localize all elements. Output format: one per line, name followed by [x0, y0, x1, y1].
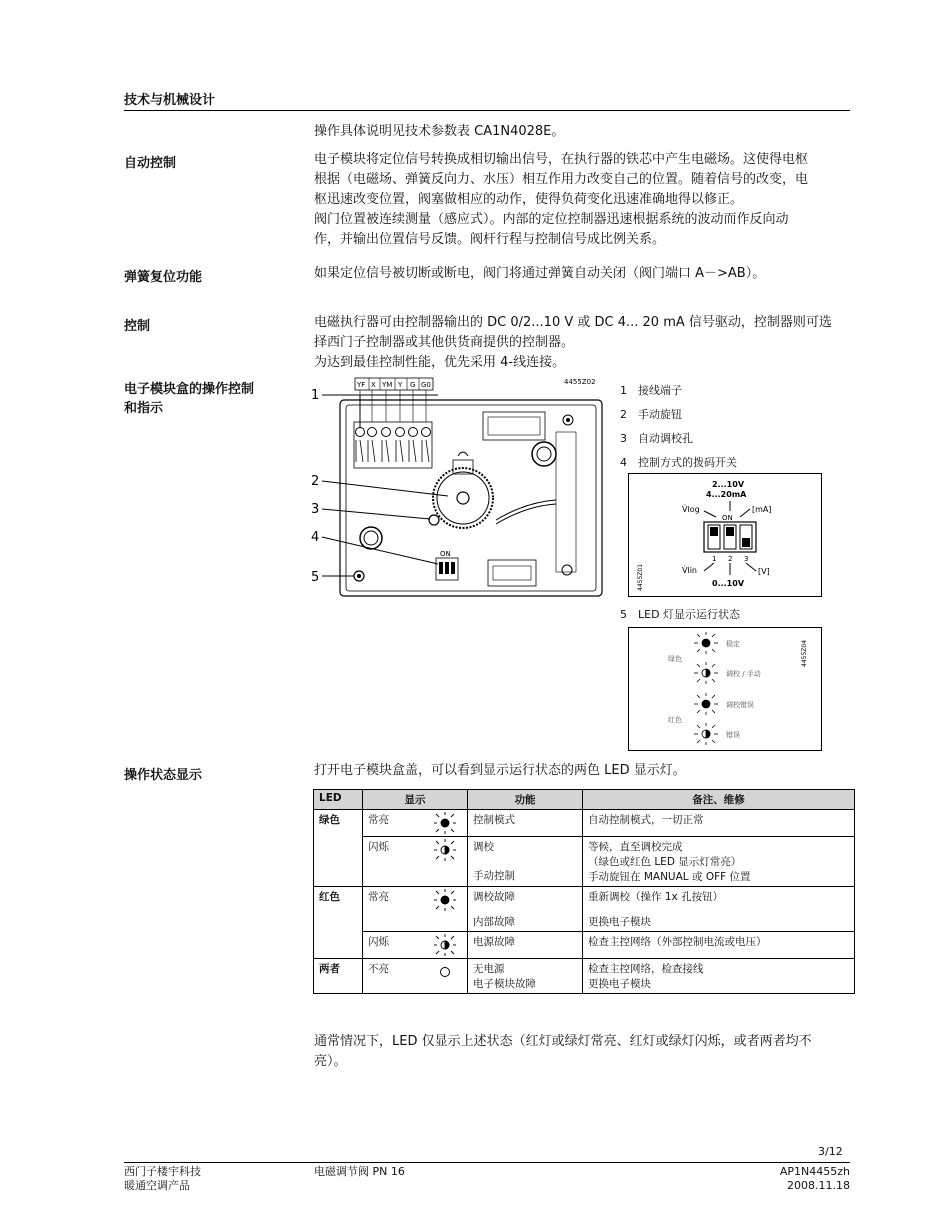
svg-text:调校 / 手动: 调校 / 手动 — [726, 670, 761, 678]
svg-text:[V]: [V] — [758, 567, 770, 576]
svg-text:3: 3 — [744, 555, 749, 563]
section-title-spring-return: 弹簧复位功能 — [124, 270, 203, 285]
led-status-diagram — [628, 627, 822, 751]
svg-text:V̇log: V̇log — [682, 505, 700, 514]
legend-item-1: 1 接线端子 — [620, 384, 682, 397]
table-row: 闪烁 调校 手动控制 等候，直至调校完成 （绿色或红色 LED 显示灯常亮） 手动旋钮在 MANUAL 或 OFF 位置 — [314, 837, 855, 887]
diagram-code: 4455Z02 — [564, 378, 596, 386]
svg-text:绿色: 绿色 — [668, 655, 682, 663]
table-row: 闪烁 电源故障 检查主控网络（外部控制电流或电压） — [314, 932, 855, 959]
svg-text:[mA]: [mA] — [752, 505, 772, 514]
footer-rule — [124, 1162, 850, 1163]
led-status-table — [313, 789, 855, 994]
dip-switch-diagram — [628, 473, 822, 597]
footer-doc-info: AP1N4455zh 2008.11.18 — [779, 1165, 850, 1192]
svg-text:5: 5 — [311, 570, 320, 585]
svg-text:V̇lin: V̇lin — [682, 566, 697, 575]
closing-text: 通常情况下，LED 仅显示上述状态（红灯或绿灯常亮、红灯或绿灯闪烁，或者两者均不 亮）。 — [314, 1034, 812, 1069]
terminal-labels — [355, 378, 433, 390]
led-blink-icon — [432, 839, 458, 861]
section-title-status: 操作状态显示 — [124, 768, 203, 783]
svg-text:调校错误: 调校错误 — [726, 701, 754, 709]
legend-item-3: 3 自动调校孔 — [620, 432, 693, 445]
svg-text:ON: ON — [722, 514, 733, 522]
led-blink-icon — [432, 934, 458, 956]
page-header-title: 技术与机械设计 — [124, 93, 216, 108]
svg-text:2...10V: 2...10V — [712, 480, 745, 489]
header-rule — [124, 110, 850, 111]
diagram-callouts — [311, 388, 448, 585]
svg-text:G: G — [410, 381, 416, 389]
module-diagram — [308, 374, 608, 604]
svg-text:YF: YF — [357, 381, 366, 389]
svg-text:红色: 红色 — [668, 716, 682, 724]
led-steady-icon — [432, 812, 458, 834]
svg-text:G0: G0 — [421, 381, 431, 389]
svg-text:4455Z01: 4455Z01 — [637, 563, 644, 591]
terminal-block — [354, 422, 432, 468]
page-number: 3/12 — [818, 1145, 843, 1158]
intro-text: 操作具体说明见技术参数表 CA1N4028E。 — [314, 124, 565, 139]
section-title-module: 电子模块盒的操作控制 和指示 — [124, 382, 255, 416]
svg-text:X: X — [371, 381, 376, 389]
legend-item-2: 2 手动旋钮 — [620, 408, 682, 421]
dip-switch — [436, 550, 458, 580]
table-header-row: LED 显示 功能 备注、维修 — [314, 790, 855, 810]
svg-text:1: 1 — [712, 555, 717, 563]
svg-text:4...20mA: 4...20mA — [706, 490, 747, 499]
section-title-auto-control: 自动控制 — [124, 156, 177, 171]
footer-company: 西门子楼宇科技 暖通空调产品 — [124, 1165, 201, 1192]
svg-text:3: 3 — [311, 502, 320, 517]
svg-text:4455Z04: 4455Z04 — [801, 639, 808, 667]
svg-text:0...10V: 0...10V — [712, 579, 745, 588]
svg-text:1: 1 — [311, 388, 320, 403]
status-intro: 打开电子模块盒盖，可以看到显示运行状态的两色 LED 显示灯。 — [314, 763, 686, 778]
svg-text:Y: Y — [398, 381, 403, 389]
svg-text:错误: 错误 — [726, 731, 740, 739]
table-row: 两者 不亮 无电源 电子模块故障 检查主控网络，检查接线 更换电子模块 — [314, 959, 855, 994]
svg-text:2: 2 — [728, 555, 733, 563]
table-row: 红色 常亮 调校故障 内部故障 重新调校（操作 1x 孔按钮） 更换电子模块 — [314, 887, 855, 932]
svg-text:稳定: 稳定 — [726, 640, 740, 648]
section-body-auto-control: 电子模块将定位信号转换成相切输出信号，在执行器的铁芯中产生电磁场。这使得电枢 根据（电磁场、弹簧反向力、水压）相互作用力改变自己的位置。随着信号的改变，电 枢迅速改变位置，阀塞做相应的动作，使得负荷变化迅速准确地得以修正。 阀门位置被连续测量（感应式）。内部的定位控制器迅速根据系统的波动而作反向动 作，并输出位置信号反馈。阀杆行程与控制信号成比例关系。 — [314, 152, 809, 247]
svg-text:4: 4 — [311, 530, 320, 545]
legend-item-5: 5 LED 灯显示运行状态 — [620, 608, 741, 621]
section-title-control: 控制 — [124, 319, 151, 334]
svg-text:2: 2 — [311, 474, 320, 489]
manual-knob — [433, 452, 493, 528]
svg-text:YM: YM — [382, 381, 393, 389]
led-steady-icon — [432, 889, 458, 911]
section-body-control: 电磁执行器可由控制器输出的 DC 0/2...10 V 或 DC 4... 20 mA 信号驱动，控制器则可选 择西门子控制器或其他供货商提供的控制器。 为达到最佳控制性能，优先采用 4-线连接。 — [314, 315, 832, 370]
svg-text:ON: ON — [440, 550, 451, 558]
led-off-icon — [432, 961, 458, 983]
legend-item-4: 4 控制方式的拨码开关 — [620, 456, 737, 469]
footer-product: 电磁调节阀 PN 16 — [314, 1165, 405, 1178]
table-row: 绿色 常亮 控制模式 自动控制模式，一切正常 — [314, 810, 855, 837]
section-body-spring-return: 如果定位信号被切断或断电，阀门将通过弹簧自动关闭（阀门端口 A－>AB）。 — [314, 266, 766, 281]
